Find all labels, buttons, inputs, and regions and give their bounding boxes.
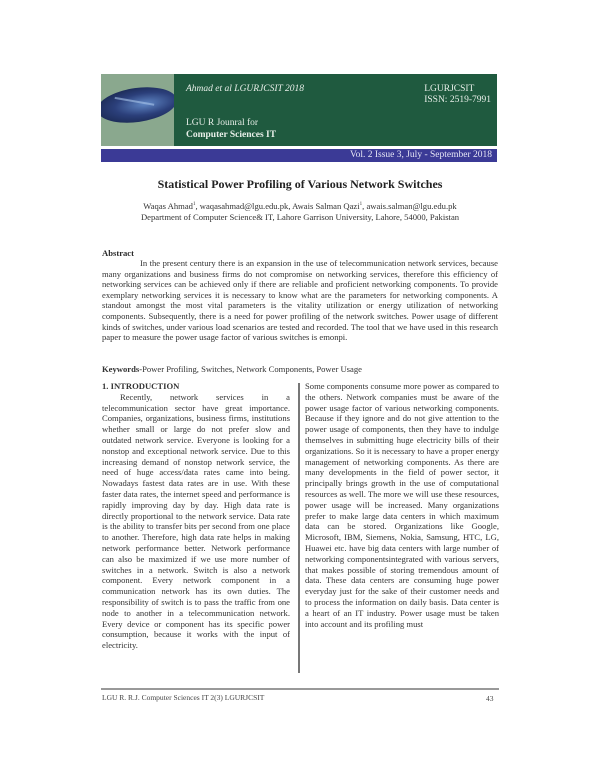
- journal-name-line1: LGU R Jounral for: [186, 118, 259, 128]
- footer-rule: [101, 688, 499, 690]
- journal-name: [186, 117, 276, 141]
- network-graphic-icon: [101, 83, 174, 128]
- abstract-body: [102, 258, 498, 343]
- affiliation-mark: 1: [359, 202, 363, 207]
- keywords-text: Power Profiling, Switches, Network Components, Power Usage: [142, 364, 362, 374]
- journal-banner: [101, 74, 497, 146]
- author-line: [100, 199, 500, 212]
- abstract-text: In the present century there is an expansion in the use of telecommunication network services, because many organizations and business firms do not compromise on networking services, therefore this efficiency of networking services can be achieved only if there are reliable and proficient networking components. To provide exemplary networking services it is necessary to know what are the parameters for networking components. A standout amongst the most vital parameters is the vitality utilization or energy utilization of networking components. Subsequently, there is a need for power profiling of the network switches. Power usage of different kinds of switches, under various load scenarios are tested and recorded. The tool that we have used in this research paper to measure the power usage factor of various switches is emonpi.: [102, 258, 498, 343]
- issn: ISSN: 2519-7991: [424, 95, 491, 105]
- column-divider: [298, 383, 300, 673]
- abstract-heading: Abstract: [102, 248, 134, 258]
- section-heading: 1. INTRODUCTION: [102, 381, 180, 391]
- journal-name-line2: Computer Sciences IT: [186, 130, 277, 140]
- body-text: [102, 392, 290, 651]
- volume-bar: Vol. 2 Issue 3, July - September 2018: [101, 149, 497, 162]
- journal-code: LGURJCSIT: [424, 84, 475, 94]
- running-citation: Ahmad et al LGURJCSIT 2018: [186, 84, 305, 94]
- banner-main: [174, 74, 497, 146]
- affiliation-mark: 1: [192, 202, 196, 207]
- page-number: 43: [486, 694, 494, 703]
- left-column: [102, 381, 290, 651]
- affiliation: Department of Computer Science& IT, Lahore Garrison University, Lahore, 54000, Pakistan: [140, 211, 460, 222]
- author-email: , waqasahmad@lgu.edu.pk,: [195, 200, 293, 211]
- keywords: [102, 364, 362, 374]
- keywords-label: Keywords-: [102, 364, 143, 374]
- author-block: [100, 199, 500, 223]
- paragraph: Recently, network services in a telecommunication sector have great importance. Companies, organizations, business firms, institutions whether small or large do not prefer slow and outdated network service. Everyone is looking for a nonstop and exceptional network service. Due to this increasing demand of nonstop network service, the need of huge access/data rates came into being. Nowadays fastest data rates are in use. With these faster data rates, the internet speed and performance is rapidly improving day by day. High data rate is directly proportional to the network service. Data rate is the ability to transfer bits per second from one place to another. Therefore, high data rate helps in making network performance better. Network performance can also be maximized if we use more number of switches in a network. Switch is also a network component. Every network component in a communication network has its own duties. The responsibility of switch is to pass the traffic from one node to another in a telecommunication network. Every device or component has its specific power consumption, because it works with the input of electricity.: [102, 391, 290, 651]
- author-name: Waqas Ahmad: [143, 200, 193, 211]
- journal-identifiers: [424, 84, 491, 106]
- paragraph: Some components consume more power as compared to the others. Network companies must be aware of the power usage factor of various networking components. Because if they ignore and do not give attention to the power usage of components, then they have to indulge themselves in submitting huge electricity bills of their organizations. So it is necessary to have a proper energy management of networking components. As there are many developments in the field of power sector, it principally brings growth in the use of computational resources as well. The more we will use these resources, power usage will be increased. Many organizations prefer to make large data centers in which maximum data can be stored. Organizations like Google, Microsoft, IBM, Siemens, Nokia, Samsung, HTC, LG, Huawei etc. have big data centers with large number of networking componentsintegrated with various servers, that makes possible of storing tremendous amount of data. These data centers are consuming huge power everyday just for the sake of their customer needs and to process the information on daily basis. Data center is a heart of an IT industry. Power usage must be taken into account and its profiling must: [305, 381, 499, 629]
- author-email: , awais.salman@lgu.edu.pk: [362, 200, 457, 211]
- footer-journal-ref: LGU R. R.J. Computer Sciences IT 2(3) LGURJCSIT: [102, 693, 265, 702]
- paper-title: Statistical Power Profiling of Various Network Switches: [157, 177, 443, 191]
- author-name: Awais Salman Qazi: [292, 200, 360, 211]
- right-column: [305, 381, 499, 629]
- journal-logo-image: [101, 74, 174, 146]
